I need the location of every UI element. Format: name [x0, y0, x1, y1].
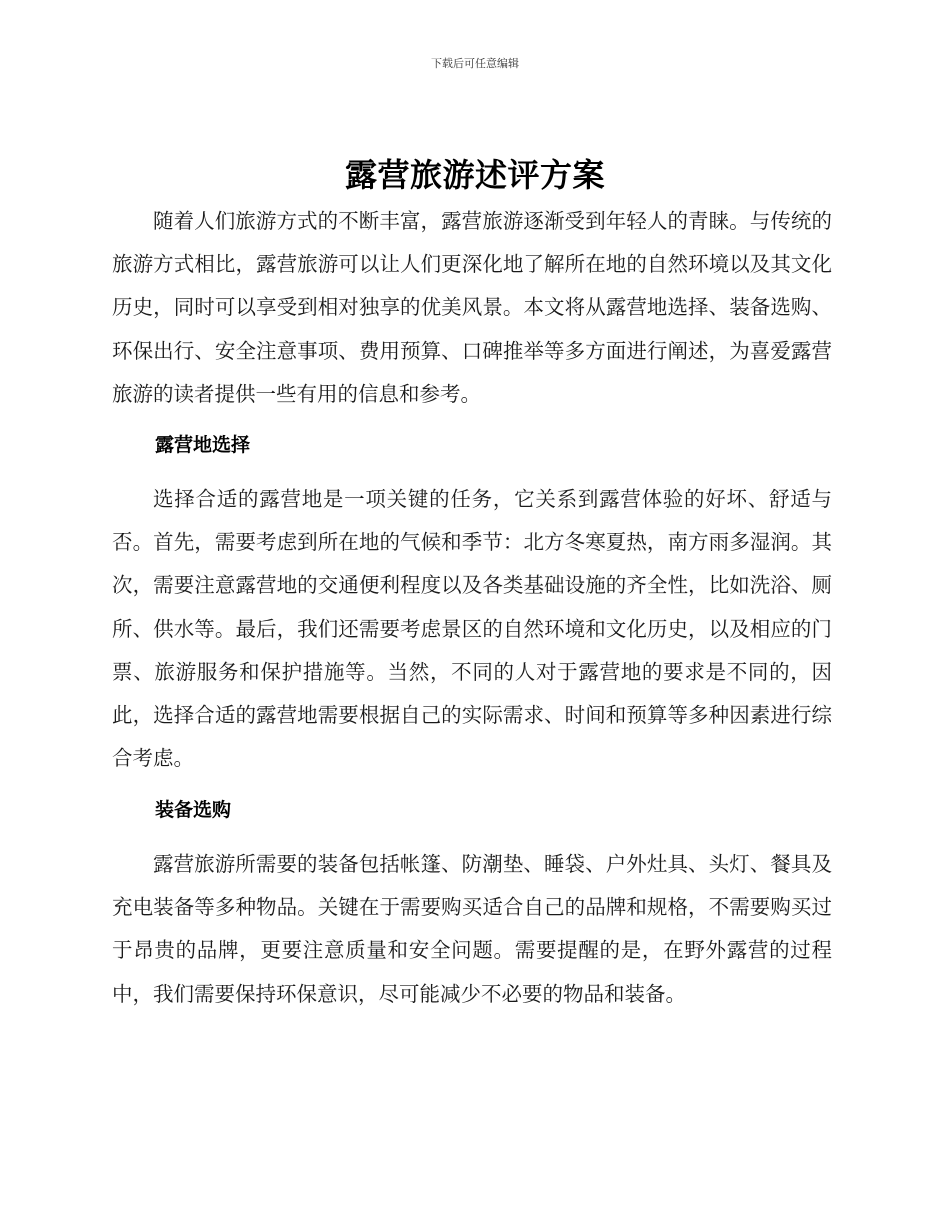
page-title: 露营旅游述评方案 — [344, 156, 605, 194]
section-body-equipment — [112, 843, 832, 1016]
section-heading-campsite: 露营地选择 — [155, 434, 251, 456]
section-paragraph: 露营旅游所需要的装备包括帐篷、防潮垫、睡袋、户外灶具、头灯、餐具及充电装备等多种物品。关键在于需要购买适合自己的品牌和规格，不需要购买过于昂贵的品牌，更要注意质量和安全问题。需要提醒的是，在野外露营的过程中，我们需要保持环保意识，尽可能减少不必要的物品和装备。 — [112, 852, 832, 1006]
section-heading-equipment: 装备选购 — [155, 799, 232, 821]
intro-block — [112, 200, 832, 416]
intro-paragraph: 随着人们旅游方式的不断丰富，露营旅游逐渐受到年轻人的青睐。与传统的旅游方式相比，露营旅游可以让人们更深化地了解所在地的自然环境以及其文化历史，同时可以享受到相对独享的优美风景。本文将从露营地选择、装备选购、环保出行、安全注意事项、费用预算、口碑推举等多方面进行阐述，为喜爱露营旅游的读者提供一些有用的信息和参考。 — [112, 209, 832, 406]
section-body-campsite — [112, 478, 832, 780]
section-paragraph: 选择合适的露营地是一项关键的任务，它关系到露营体验的好坏、舒适与否。首先，需要考虑到所在地的气候和季节：北方冬寒夏热，南方雨多湿润。其次，需要注意露营地的交通便利程度以及各类基础设施的齐全性，比如洗浴、厕所、供水等。最后，我们还需要考虑景区的自然环境和文化历史，以及相应的门票、旅游服务和保护措施等。当然，不同的人对于露营地的要求是不同的，因此，选择合适的露营地需要根据自己的实际需求、时间和预算等多种因素进行综合考虑。 — [112, 487, 832, 771]
header-note: 下载后可任意编辑 — [431, 57, 519, 70]
